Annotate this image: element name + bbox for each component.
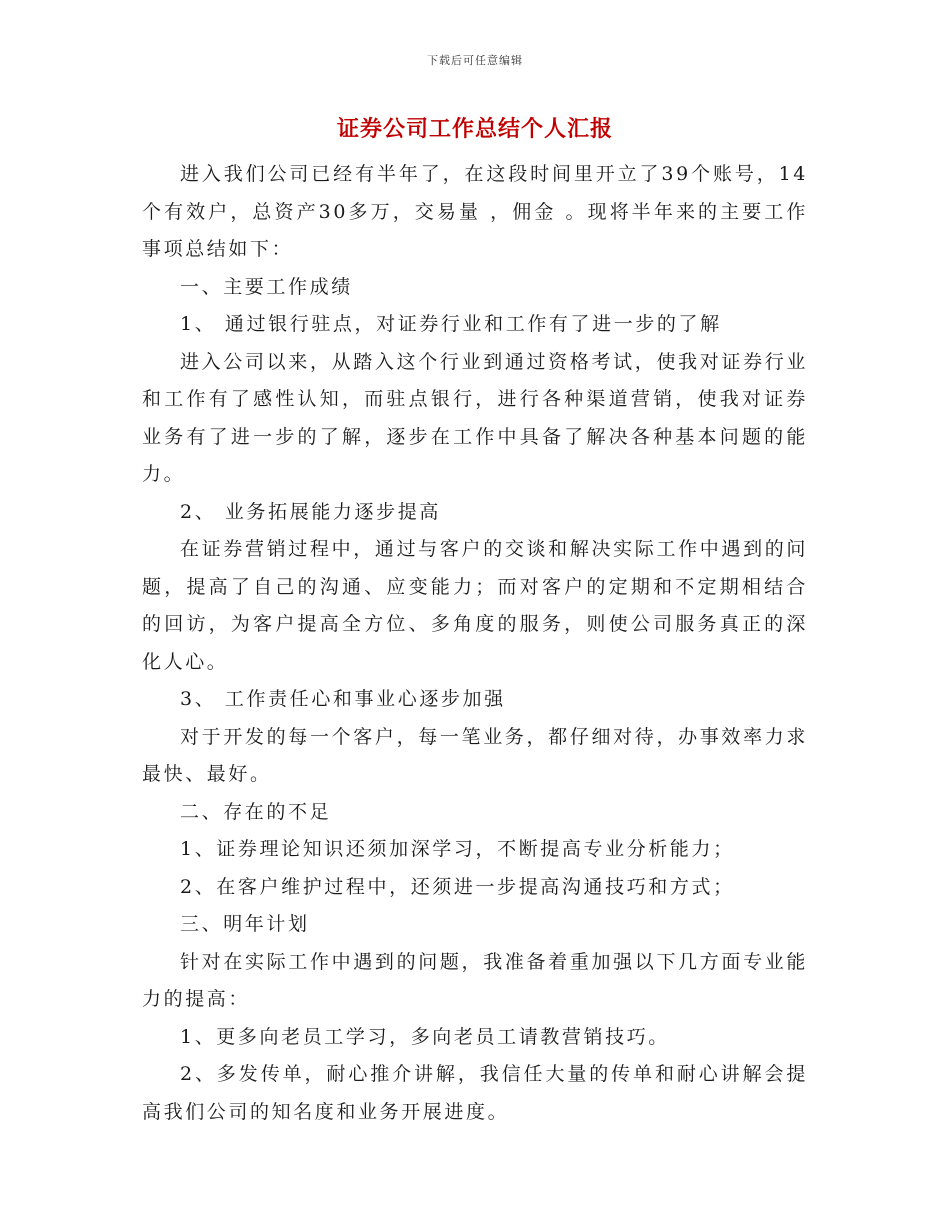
list-item: 1、证券理论知识还须加深学习，不断提高专业分析能力； [180,838,735,860]
list-item: 1、更多向老员工学习，多向老员工请教营销技巧。 [180,1025,670,1048]
document-title: 证券公司工作总结个人汇报 [336,116,613,142]
list-item: 2、在客户维护过程中，还须进一步提高沟通技巧和方式； [180,875,735,898]
paragraph: 在证券营销过程中，通过与客户的交谈和解决实际工作中遇到的问题，提高了自己的沟通、应变能力；而对客户的定期和不定期相结合的回访，为客户提高全方位、多角度的服务，则使公司服务真正的深化人心。 [142,538,808,673]
paragraph: 针对在实际工作中遇到的问题，我准备着重加强以下几方面专业能力的提高： [142,950,808,1010]
header-note: 下载后可任意编辑 [427,54,523,67]
section-heading-plan: 三、明年计划 [180,913,310,935]
document-body [142,156,808,1131]
paragraph: 进入公司以来，从踏入这个行业到通过资格考试，使我对证券行业和工作有了感性认知，而驻点银行，进行各种渠道营销，使我对证券业务有了进一步的了解，逐步在工作中具备了解决各种基本问题的能力。 [142,350,808,485]
subheading-3: 3、 工作责任心和事业心逐步加强 [180,688,506,710]
subheading-1: 1、 通过银行驻点，对证券行业和工作有了进一步的了解 [180,313,722,335]
section-heading-achievements: 一、主要工作成绩 [180,275,353,298]
paragraph: 对于开发的每一个客户，每一笔业务，都仔细对待，办事效率力求最快、最好。 [142,725,808,785]
section-heading-shortcomings: 二、存在的不足 [180,800,332,823]
subheading-2: 2、 业务拓展能力逐步提高 [180,500,441,523]
paragraph-intro: 进入我们公司已经有半年了，在这段时间里开立了39个账号，14个有效户，总资产30多万，交易量 ，佣金 。现将半年来的主要工作事项总结如下： [142,163,808,260]
list-item: 2、多发传单，耐心推介讲解，我信任大量的传单和耐心讲解会提高我们公司的知名度和业务开展进度。 [142,1063,808,1123]
